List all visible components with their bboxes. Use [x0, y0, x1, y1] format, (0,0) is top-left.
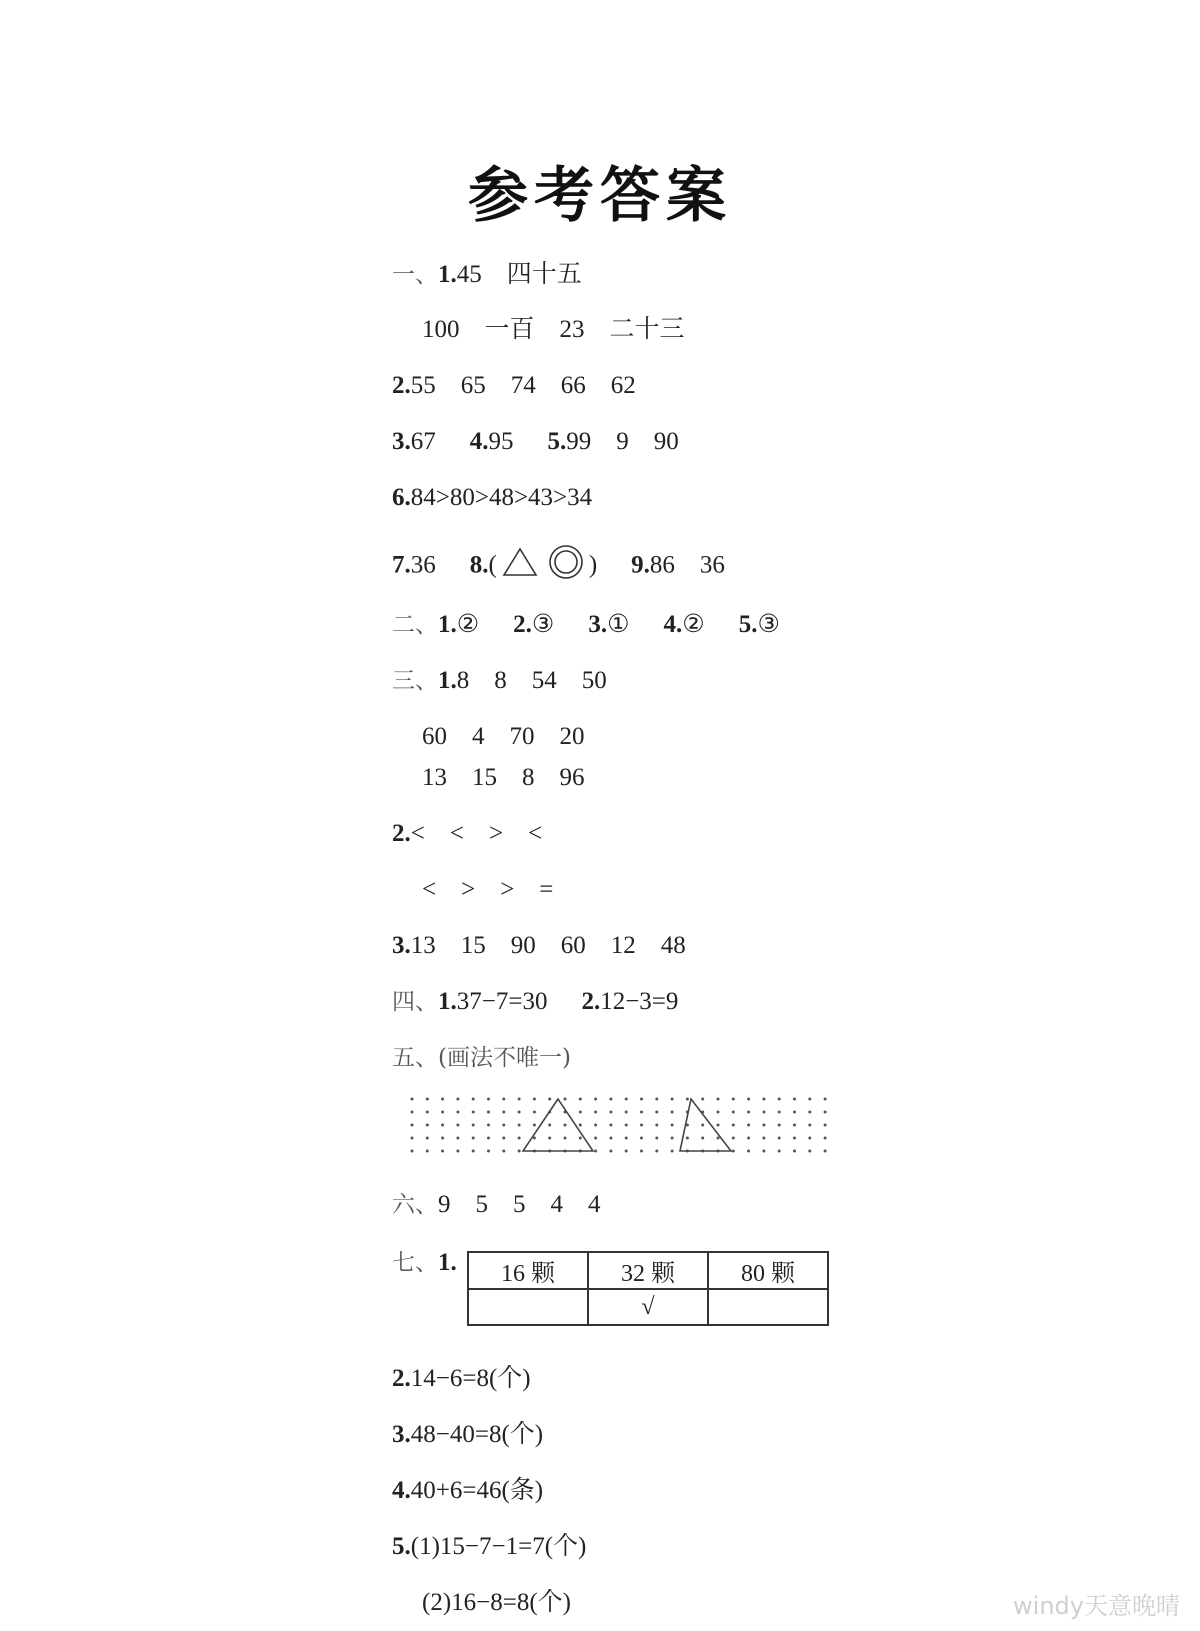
table-header-cell: 32 颗	[588, 1252, 708, 1289]
grid-dot	[441, 1111, 444, 1114]
grid-dot	[671, 1098, 674, 1101]
grid-dot	[824, 1098, 827, 1101]
grid-dot	[793, 1124, 796, 1127]
answer-line-7-5b	[422, 1586, 571, 1620]
grid-dot	[701, 1124, 704, 1127]
grid-dot	[426, 1098, 429, 1101]
grid-dot	[778, 1137, 781, 1140]
grid-dot	[640, 1111, 643, 1114]
answer-text: ③	[757, 611, 780, 638]
grid-dot	[502, 1111, 505, 1114]
grid-dot	[456, 1150, 459, 1153]
grid-dot	[747, 1098, 750, 1101]
answer-line-1-6	[392, 481, 592, 515]
grid-dot	[594, 1150, 597, 1153]
answer-text: ③	[531, 611, 555, 638]
answer-line-1-7	[392, 544, 725, 590]
grid-dot	[762, 1150, 765, 1153]
table-header-cell: 80 颗	[708, 1252, 828, 1289]
grid-dot	[717, 1098, 720, 1101]
table-cell: √	[588, 1289, 708, 1325]
grid-dot	[564, 1137, 567, 1140]
grid-dot	[717, 1137, 720, 1140]
grid-dot	[518, 1098, 521, 1101]
grid-dot	[655, 1124, 658, 1127]
answer-line-3-1	[392, 664, 607, 698]
grid-dot	[655, 1137, 658, 1140]
grid-dot	[747, 1111, 750, 1114]
grid-dot	[824, 1137, 827, 1140]
answer-line-3-1c	[422, 761, 585, 795]
grid-dot	[594, 1137, 597, 1140]
table-header-row	[468, 1252, 828, 1289]
grid-dot	[717, 1124, 720, 1127]
question-number: 2.	[392, 820, 411, 847]
answer-text: 36	[410, 551, 436, 579]
grid-dot	[824, 1150, 827, 1153]
question-number: 1.	[438, 1249, 457, 1276]
question-number: 3.	[392, 932, 411, 959]
grid-dot	[732, 1111, 735, 1114]
grid-dot	[655, 1150, 658, 1153]
question-number: 3.	[392, 428, 411, 455]
grid-dot	[456, 1124, 459, 1127]
grid-dot	[502, 1150, 505, 1153]
answer-text: 99 9 90	[566, 428, 679, 455]
grid-dot	[793, 1137, 796, 1140]
answer-line-1-3	[392, 425, 679, 459]
question-number: 4.	[469, 428, 489, 455]
grid-dot	[472, 1098, 475, 1101]
answer-text: 37−7=30	[456, 988, 548, 1015]
grid-dot	[824, 1124, 827, 1127]
grid-dot	[793, 1150, 796, 1153]
grid-dot	[609, 1124, 612, 1127]
grid-dot	[518, 1137, 521, 1140]
grid-dot	[778, 1098, 781, 1101]
grid-dot	[778, 1124, 781, 1127]
grid-dot	[762, 1137, 765, 1140]
grid-dot	[472, 1111, 475, 1114]
grid-dot	[487, 1137, 490, 1140]
grid-dot	[701, 1137, 704, 1140]
grid-dot	[411, 1137, 414, 1140]
question-number: 1.	[438, 611, 457, 638]
grid-dot	[732, 1137, 735, 1140]
answer-line-7-5	[392, 1530, 586, 1564]
question-number: 9.	[631, 551, 650, 579]
answer-text: 100 一百 23 二十三	[422, 316, 685, 343]
question-number: 1.	[438, 667, 457, 694]
grid-dot	[625, 1124, 628, 1127]
grid-dot	[625, 1150, 628, 1153]
answer-text: 67	[410, 428, 436, 455]
grid-dot	[747, 1150, 750, 1153]
grid-dot	[640, 1137, 643, 1140]
grid-dot	[456, 1137, 459, 1140]
grid-dot	[548, 1137, 551, 1140]
grid-dot	[411, 1098, 414, 1101]
grid-dot	[564, 1124, 567, 1127]
grid-dot	[717, 1111, 720, 1114]
answer-line-7-4	[392, 1474, 543, 1508]
grid-dot	[640, 1150, 643, 1153]
grid-dot	[411, 1150, 414, 1153]
grid-dot	[518, 1111, 521, 1114]
section-label: 二、	[392, 612, 438, 638]
grid-dot	[502, 1137, 505, 1140]
grid-dot	[808, 1111, 811, 1114]
answer-line-3-1b	[422, 720, 585, 754]
question-number: 5.	[547, 428, 567, 455]
grid-dot	[655, 1098, 658, 1101]
grid-dot	[762, 1124, 765, 1127]
answer-text: < > > =	[422, 876, 554, 903]
grid-dot	[671, 1150, 674, 1153]
grid-dot	[609, 1150, 612, 1153]
answer-text: (画法不唯一)	[438, 1045, 571, 1071]
grid-dot	[518, 1124, 521, 1127]
question-number: 5.	[738, 611, 758, 638]
grid-dot	[533, 1124, 536, 1127]
answer-text: 55 65 74 66 62	[410, 372, 636, 399]
grid-dot	[518, 1150, 521, 1153]
grid-dot	[579, 1124, 582, 1127]
grid-dot	[671, 1124, 674, 1127]
grid-dot	[502, 1098, 505, 1101]
question-number: 2.	[581, 988, 601, 1015]
grid-dot	[793, 1111, 796, 1114]
grid-dot	[579, 1137, 582, 1140]
question-number: 3.	[588, 611, 608, 638]
grid-dot	[778, 1111, 781, 1114]
section-label: 五、	[392, 1045, 438, 1071]
grid-dot	[426, 1137, 429, 1140]
grid-dot	[456, 1098, 459, 1101]
answer-text: (2)16−8=8(个)	[422, 1589, 571, 1616]
grid-dot	[625, 1111, 628, 1114]
question-number: 1.	[438, 988, 457, 1015]
answer-text: 9 5 5 4 4	[438, 1191, 601, 1218]
table-cell	[468, 1289, 588, 1325]
answer-line-6	[392, 1188, 601, 1222]
grid-dot	[808, 1150, 811, 1153]
grid-dot	[594, 1098, 597, 1101]
answer-table	[467, 1251, 829, 1326]
triangle-icon	[501, 546, 539, 588]
grid-dot	[762, 1111, 765, 1114]
answer-text: ②	[456, 611, 480, 638]
grid-dot	[671, 1137, 674, 1140]
question-number: 2.	[392, 372, 411, 399]
grid-dot	[487, 1150, 490, 1153]
dot-grid-figure	[408, 1095, 838, 1155]
grid-dot	[533, 1111, 536, 1114]
question-number: 2.	[392, 1365, 411, 1392]
question-number: 5.	[392, 1533, 411, 1560]
grid-dot	[747, 1124, 750, 1127]
answer-text: 48−40=8(个)	[410, 1421, 544, 1448]
grid-dot	[441, 1137, 444, 1140]
section-label: 六、	[392, 1192, 438, 1218]
grid-dot	[625, 1137, 628, 1140]
grid-dot	[609, 1111, 612, 1114]
paren: )	[588, 551, 598, 579]
answer-text: 45 四十五	[456, 261, 582, 288]
grid-dot	[594, 1111, 597, 1114]
grid-dot	[426, 1150, 429, 1153]
question-number: 8.	[469, 551, 489, 579]
grid-dot	[472, 1124, 475, 1127]
grid-dot	[808, 1137, 811, 1140]
section-label: 一、	[392, 262, 438, 288]
question-number: 3.	[392, 1421, 411, 1448]
grid-dot	[808, 1098, 811, 1101]
question-number: 1.	[438, 261, 457, 288]
question-number: 4.	[392, 1477, 411, 1504]
answer-line-1-1	[392, 258, 582, 292]
table-cell	[708, 1289, 828, 1325]
grid-dot	[778, 1150, 781, 1153]
table-row	[468, 1289, 828, 1325]
grid-dot	[564, 1098, 567, 1101]
grid-dot	[487, 1111, 490, 1114]
grid-dot	[441, 1124, 444, 1127]
grid-dot	[533, 1098, 536, 1101]
answer-line-7-3	[392, 1418, 543, 1452]
answer-line-3-2b	[422, 873, 553, 907]
table-header-cell: 16 颗	[468, 1252, 588, 1289]
answer-line-1-1b	[422, 313, 685, 347]
answer-line-5	[392, 1041, 571, 1075]
answer-text: 95	[488, 428, 514, 455]
grid-dot	[655, 1111, 658, 1114]
answer-text: (1)15−7−1=7(个)	[410, 1533, 587, 1560]
paren: (	[488, 551, 497, 579]
answer-line-7-2	[392, 1362, 531, 1396]
answer-line-3-2	[392, 817, 542, 851]
grid-dot	[686, 1098, 689, 1101]
grid-dot	[502, 1124, 505, 1127]
answer-line-1-2	[392, 369, 636, 403]
answer-text: 40+6=46(条)	[410, 1477, 544, 1504]
question-number: 6.	[392, 484, 411, 511]
grid-dot	[625, 1098, 628, 1101]
answer-text: 60 4 70 20	[422, 723, 585, 750]
answer-text: 86 36	[649, 551, 725, 579]
page-title: 参考答案	[468, 161, 732, 231]
grid-dot	[411, 1111, 414, 1114]
answer-line-2	[392, 608, 780, 642]
section-label: 七、	[392, 1250, 438, 1276]
grid-dot	[747, 1137, 750, 1140]
question-number: 2.	[513, 611, 532, 638]
answer-text: ②	[682, 611, 705, 638]
grid-dot	[701, 1098, 704, 1101]
grid-dot	[762, 1098, 765, 1101]
answer-text: 13 15 8 96	[422, 764, 585, 791]
answer-text: 14−6=8(个)	[410, 1365, 531, 1392]
question-number: 4.	[663, 611, 683, 638]
answer-text: 8 8 54 50	[456, 667, 607, 694]
grid-dot	[579, 1111, 582, 1114]
grid-dot	[732, 1150, 735, 1153]
grid-dot	[594, 1124, 597, 1127]
answer-text: 84>80>48>43>34	[410, 484, 593, 511]
watermark: windy天意晚晴	[1013, 1592, 1180, 1620]
grid-dot	[640, 1124, 643, 1127]
answer-text: ①	[607, 611, 630, 638]
grid-dot	[548, 1098, 551, 1101]
answer-text: 12−3=9	[600, 988, 679, 1015]
grid-dot	[671, 1111, 674, 1114]
grid-dot	[426, 1111, 429, 1114]
grid-dot	[609, 1098, 612, 1101]
grid-dot	[732, 1098, 735, 1101]
grid-dot	[411, 1124, 414, 1127]
section-label: 三、	[392, 668, 438, 694]
grid-dot	[441, 1150, 444, 1153]
section-label: 四、	[392, 989, 438, 1015]
grid-dot	[487, 1098, 490, 1101]
grid-dot	[487, 1124, 490, 1127]
answer-line-4	[392, 985, 678, 1019]
grid-dot	[472, 1150, 475, 1153]
grid-dot	[426, 1124, 429, 1127]
grid-dot	[609, 1137, 612, 1140]
grid-dot	[456, 1111, 459, 1114]
grid-dot	[732, 1124, 735, 1127]
answer-line-3-3	[392, 929, 686, 963]
grid-dot	[548, 1124, 551, 1127]
question-number: 7.	[392, 551, 411, 579]
grid-dot	[640, 1098, 643, 1101]
grid-dot	[686, 1137, 689, 1140]
grid-dot	[808, 1124, 811, 1127]
concentric-circles-icon	[547, 544, 585, 590]
grid-dot	[793, 1098, 796, 1101]
grid-dot	[472, 1137, 475, 1140]
answer-text: < < > <	[410, 820, 543, 847]
grid-dot	[441, 1098, 444, 1101]
grid-dot	[579, 1098, 582, 1101]
grid-dot	[824, 1111, 827, 1114]
answer-text: 13 15 90 60 12 48	[410, 932, 686, 959]
answer-line-7-1	[392, 1246, 457, 1280]
